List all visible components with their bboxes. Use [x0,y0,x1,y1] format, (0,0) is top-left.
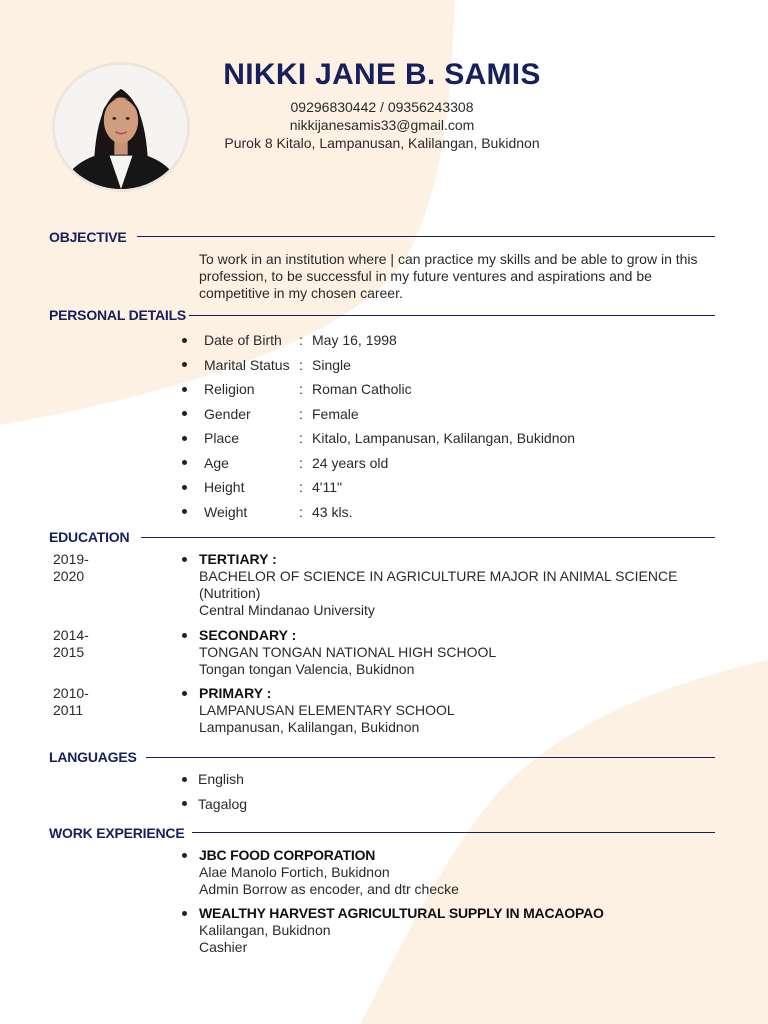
education-entry [182,627,682,678]
bullet-icon [182,436,187,441]
education-years: 2010- 2011 [53,685,89,718]
education-detail: Lampanusan, Kalilangan, Bukidnon [199,719,420,735]
work-entry [182,847,722,898]
home-address: Purok 8 Kitalo, Lampanusan, Kalilangan, Bukidnon [224,135,540,151]
personal-detail-row [182,426,575,451]
detail-label: Height [204,479,245,496]
detail-value: Single [312,356,351,373]
personal-detail-row [182,402,575,427]
objective-text: To work in an institution where | can practice my skills and be able to grow in this profession, to be successful in my future ventures and aspirations and be competitive in my chosen career. [199,251,698,301]
bullet-icon [182,338,187,343]
detail-value: 4'11" [312,479,342,496]
detail-colon: : [299,503,303,520]
personal-detail-row [182,500,575,525]
profile-photo [52,62,190,192]
detail-colon: : [299,356,303,373]
education-level [182,627,682,644]
education-entry [182,551,682,619]
personal-details-heading: PERSONAL DETAILS [49,307,187,323]
detail-value: May 16, 1998 [312,332,397,349]
education-detail: Central Mindanao University [199,602,375,618]
bullet-icon [182,853,187,858]
detail-colon: : [299,405,303,422]
education-heading: EDUCATION [49,529,130,545]
work-company [182,905,722,922]
work-company [182,847,722,864]
detail-label: Age [204,454,229,471]
education-detail: LAMPANUSAN ELEMENTARY SCHOOL [199,702,455,718]
language-item [182,792,247,817]
detail-label: Place [204,430,240,447]
education-detail: (Nutrition) [199,585,261,601]
full-name: NIKKI JANE B. SAMIS [223,58,541,91]
portrait-image [55,65,187,189]
personal-details-divider [189,315,715,316]
languages-list [182,767,247,816]
bullet-icon [182,911,187,916]
education-level [182,551,682,568]
bullet-icon [182,485,187,490]
education-divider [141,537,715,538]
education-level-label: PRIMARY : [199,685,272,701]
education-level-label: SECONDARY : [199,627,297,643]
bullet-icon [182,411,187,416]
detail-label: Gender [204,405,251,422]
work-detail: Alae Manolo Fortich, Bukidnon [199,864,390,880]
education-years: 2014- 2015 [53,627,89,660]
language-label: English [198,771,244,788]
email-address: nikkijanesamis33@gmail.com [289,117,475,133]
detail-value: Female [312,405,359,422]
education-level-label: TERTIARY : [199,551,277,567]
bullet-icon [182,777,187,782]
education-entry [182,685,682,736]
objective-divider [137,236,715,237]
detail-value: Kitalo, Lampanusan, Kalilangan, Bukidnon [312,430,576,447]
bullet-icon [182,633,187,638]
personal-detail-row [182,377,575,402]
bullet-icon [182,460,187,465]
company-name: JBC FOOD CORPORATION [199,847,376,863]
work-experience-divider [192,832,715,833]
work-entry [182,905,722,956]
education-level [182,685,682,702]
detail-colon: : [299,332,303,349]
bullet-icon [182,691,187,696]
company-name: WEALTHY HARVEST AGRICULTURAL SUPPLY IN MACAOPAO [199,905,604,921]
work-detail: Kalilangan, Bukidnon [199,922,331,938]
personal-detail-row [182,475,575,500]
work-detail: Cashier [199,939,248,955]
work-experience-heading: WORK EXPERIENCE [49,825,185,841]
detail-label: Religion [204,381,255,398]
detail-label: Weight [204,503,248,520]
language-item [182,767,247,792]
personal-detail-row [182,353,575,378]
detail-value: 43 kls. [312,503,353,520]
detail-colon: : [299,479,303,496]
bullet-icon [182,362,187,367]
objective-heading: OBJECTIVE [49,229,127,245]
bullet-icon [182,801,187,806]
bullet-icon [182,557,187,562]
languages-heading: LANGUAGES [49,749,137,765]
personal-detail-row [182,328,575,353]
personal-details-list [182,328,575,524]
bullet-icon [182,387,187,392]
education-detail: Tongan tongan Valencia, Bukidnon [199,661,415,677]
work-detail: Admin Borrow as encoder, and dtr checke [199,881,459,897]
bullet-icon [182,509,187,514]
detail-label: Date of Birth [204,332,282,349]
detail-value: 24 years old [312,454,389,471]
education-years: 2019- 2020 [53,551,89,584]
language-label: Tagalog [198,795,248,812]
detail-colon: : [299,454,303,471]
education-detail: BACHELOR OF SCIENCE IN AGRICULTURE MAJOR IN ANIMAL SCIENCE [199,568,678,584]
education-detail: TONGAN TONGAN NATIONAL HIGH SCHOOL [199,644,497,660]
detail-value: Roman Catholic [312,381,412,398]
detail-colon: : [299,381,303,398]
personal-detail-row [182,451,575,476]
phone-numbers: 09296830442 / 09356243308 [290,99,474,115]
detail-label: Marital Status [204,356,290,373]
languages-divider [146,757,715,758]
detail-colon: : [299,430,303,447]
